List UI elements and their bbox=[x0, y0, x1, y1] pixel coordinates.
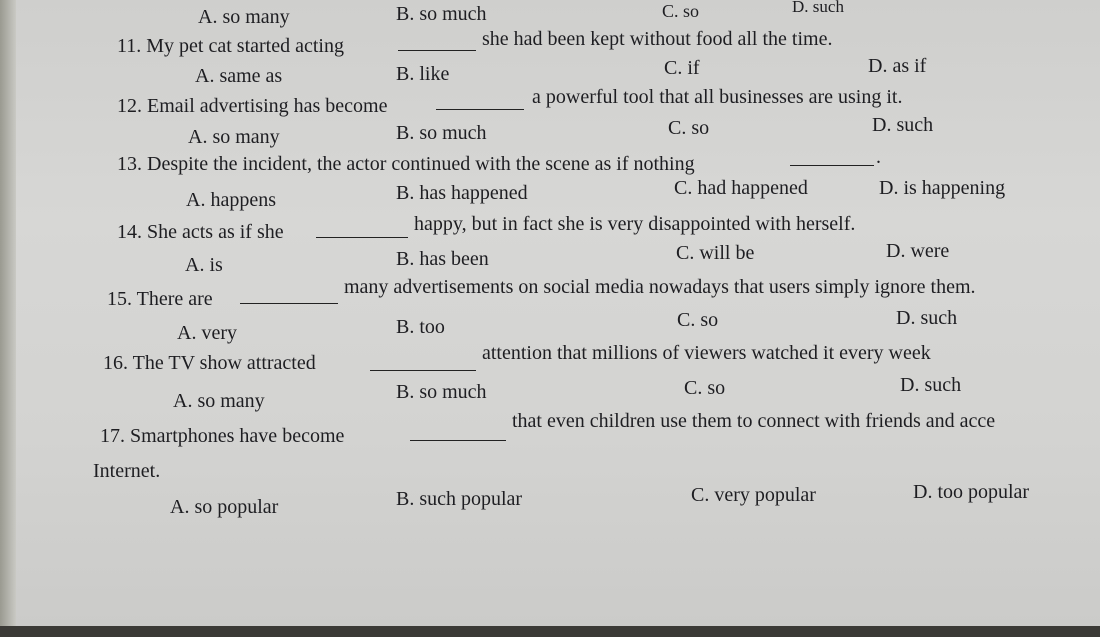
question-13-stem: 13. Despite the incident, the actor continued with the scene as if nothing bbox=[117, 153, 695, 175]
question-15-stem: 15. There are bbox=[107, 288, 213, 310]
answer-blank bbox=[790, 149, 874, 166]
option-a: A. so many bbox=[173, 390, 265, 412]
question-13-continuation: . bbox=[876, 146, 881, 168]
option-c: C. so bbox=[677, 309, 719, 331]
option-b: B. so much bbox=[396, 381, 487, 403]
option-d: D. is happening bbox=[879, 177, 1006, 199]
option-c: C. very popular bbox=[691, 484, 816, 506]
question-16-stem: 16. The TV show attracted bbox=[103, 352, 316, 374]
option-c: C. so bbox=[662, 1, 700, 21]
option-a: A. very bbox=[177, 322, 237, 344]
option-d: D. such bbox=[896, 307, 958, 329]
answer-blank bbox=[398, 34, 476, 51]
answer-blank bbox=[436, 93, 524, 110]
option-a: A. so many bbox=[188, 126, 280, 148]
option-b: B. has been bbox=[396, 248, 489, 270]
option-c: C. so bbox=[684, 377, 726, 399]
question-11-stem: 11. My pet cat started acting bbox=[117, 35, 344, 57]
question-12-stem: 12. Email advertising has become bbox=[117, 95, 388, 117]
option-d: D. such bbox=[792, 0, 844, 16]
option-d: D. too popular bbox=[913, 481, 1030, 503]
option-b: B. such popular bbox=[396, 488, 523, 510]
table-surface bbox=[0, 626, 1100, 637]
question-14-stem: 14. She acts as if she bbox=[117, 221, 284, 243]
question-15-continuation: many advertisements on social media nowadays that users simply ignore them. bbox=[344, 276, 976, 298]
question-16-continuation: attention that millions of viewers watched it every week bbox=[482, 342, 931, 364]
option-d: D. were bbox=[886, 240, 950, 262]
option-b: B. has happened bbox=[396, 182, 528, 204]
question-14-continuation: happy, but in fact she is very disappointed with herself. bbox=[414, 213, 856, 235]
option-b: B. like bbox=[396, 63, 450, 85]
option-a: A. happens bbox=[186, 189, 276, 211]
option-b: B. too bbox=[396, 316, 445, 338]
option-d: D. as if bbox=[868, 55, 927, 77]
page-edge bbox=[0, 0, 16, 637]
question-17-wrap: Internet. bbox=[93, 460, 161, 482]
option-d: D. such bbox=[900, 374, 962, 396]
option-b: B. so much bbox=[396, 122, 487, 144]
question-12-continuation: a powerful tool that all businesses are using it. bbox=[532, 86, 903, 108]
question-11-continuation: she had been kept without food all the time. bbox=[482, 28, 833, 50]
option-a: A. is bbox=[185, 254, 223, 276]
option-c: C. so bbox=[668, 117, 710, 139]
answer-blank bbox=[240, 287, 338, 304]
question-17-continuation: that even children use them to connect with friends and acce bbox=[512, 410, 996, 432]
option-c: C. if bbox=[664, 57, 700, 79]
answer-blank bbox=[370, 354, 476, 371]
question-17-stem: 17. Smartphones have become bbox=[100, 425, 345, 447]
option-c: C. will be bbox=[676, 242, 755, 264]
option-b: B. so much bbox=[396, 3, 487, 25]
option-d: D. such bbox=[872, 114, 934, 136]
answer-blank bbox=[316, 221, 408, 238]
option-a: A. so popular bbox=[170, 496, 279, 518]
option-a: A. same as bbox=[195, 65, 283, 87]
option-a: A. so many bbox=[198, 6, 290, 28]
option-c: C. had happened bbox=[674, 177, 808, 199]
answer-blank bbox=[410, 424, 506, 441]
